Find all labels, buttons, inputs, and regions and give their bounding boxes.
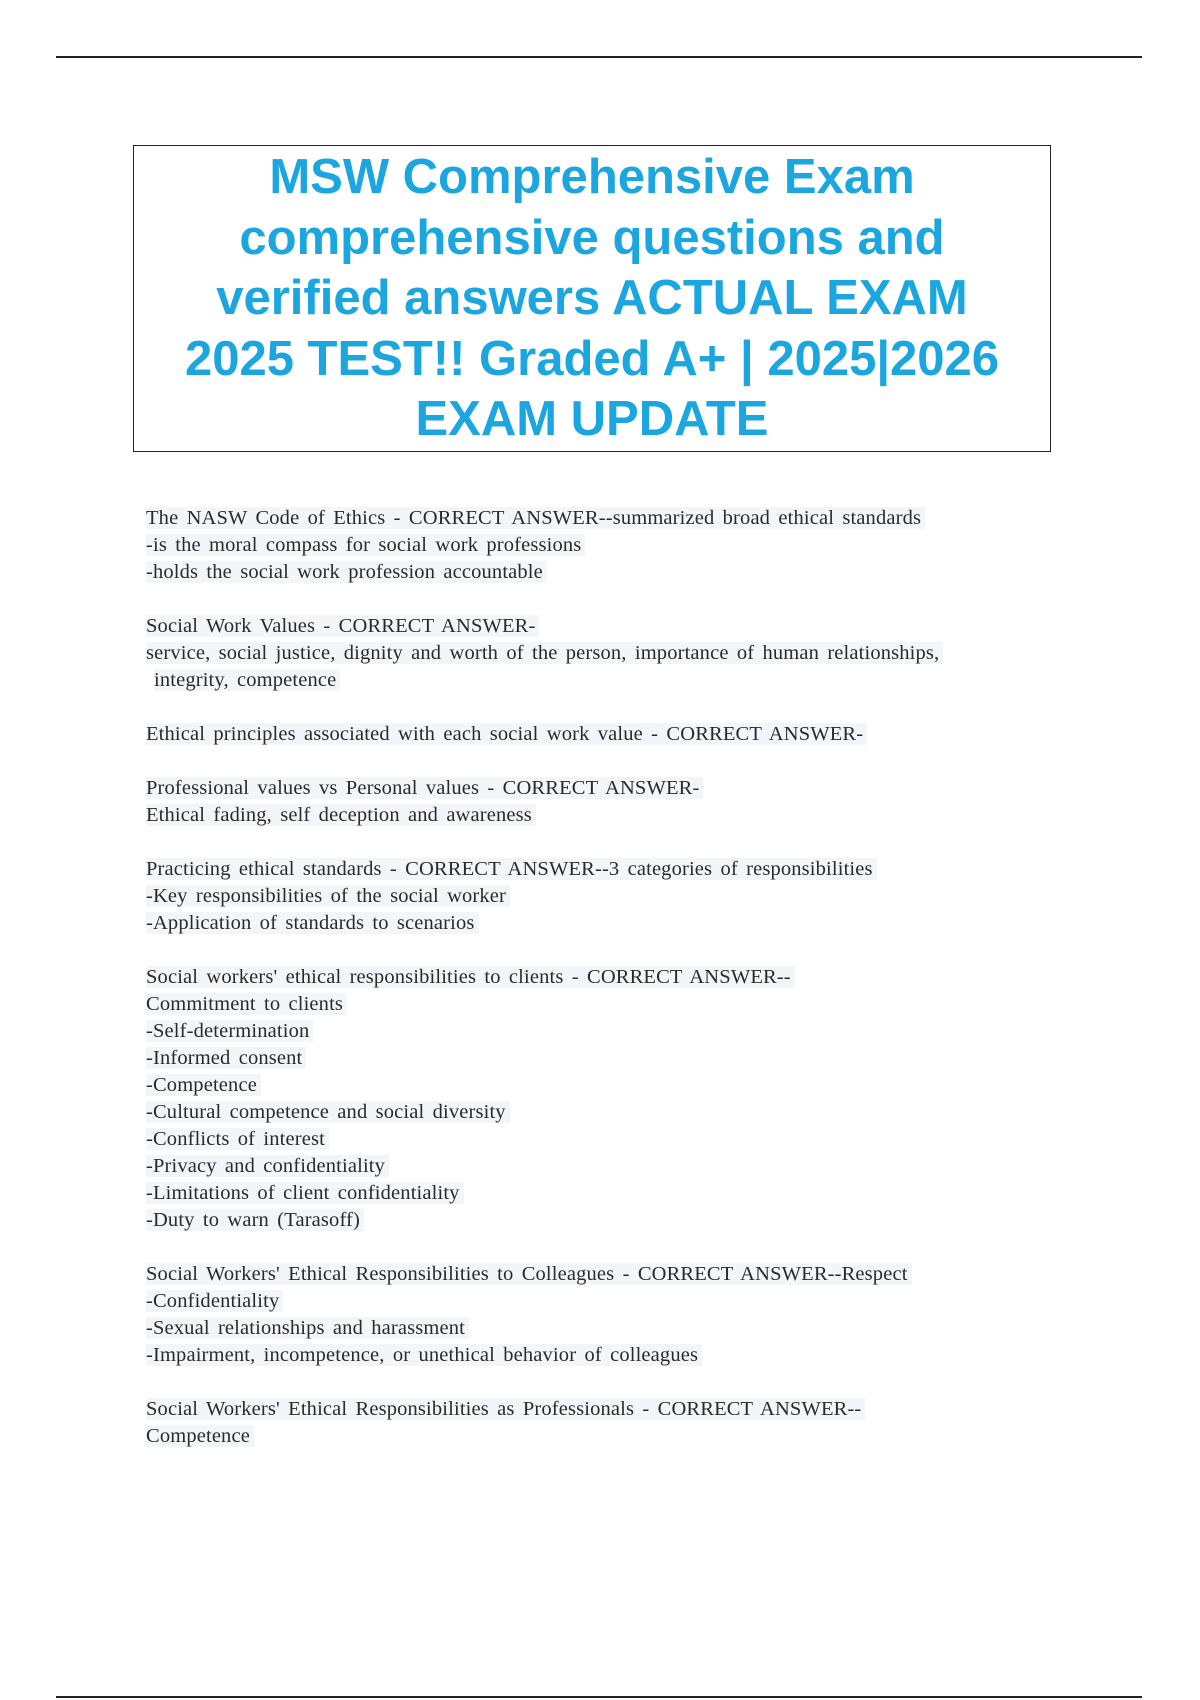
bottom-rule [56, 1696, 1142, 1698]
qa-line: -holds the social work profession accountable [146, 559, 1086, 586]
qa-line: Social Workers' Ethical Responsibilities as Professionals - CORRECT ANSWER-- [146, 1396, 1086, 1423]
title-line: verified answers ACTUAL EXAM [216, 271, 968, 326]
qa-entry-social-work-values [146, 613, 1086, 694]
qa-line: Ethical principles associated with each social work value - CORRECT ANSWER- [146, 721, 1086, 748]
qa-entry-nasw-code [146, 505, 1086, 586]
qa-line: -Confidentiality [146, 1288, 1086, 1315]
qa-line: -Informed consent [146, 1045, 1086, 1072]
qa-entry-responsibilities-as-professionals [146, 1396, 1086, 1450]
qa-line: -Conflicts of interest [146, 1126, 1086, 1153]
title-line: EXAM UPDATE [415, 392, 769, 447]
qa-entry-practicing-standards [146, 856, 1086, 937]
qa-line: integrity, competence [146, 667, 1086, 694]
qa-line: -Self-determination [146, 1018, 1086, 1045]
qa-entry-responsibilities-to-colleagues [146, 1261, 1086, 1369]
qa-line: service, social justice, dignity and worth of the person, importance of human relationships, [146, 640, 1086, 667]
qa-line: -is the moral compass for social work professions [146, 532, 1086, 559]
qa-line: -Sexual relationships and harassment [146, 1315, 1086, 1342]
question-answer-list [146, 505, 1086, 1477]
title-box [133, 145, 1051, 452]
title-line: MSW Comprehensive Exam [269, 150, 915, 205]
qa-line: Professional values vs Personal values - CORRECT ANSWER- [146, 775, 1086, 802]
qa-line: -Privacy and confidentiality [146, 1153, 1086, 1180]
qa-line: -Key responsibilities of the social worker [146, 883, 1086, 910]
qa-line: -Cultural competence and social diversity [146, 1099, 1086, 1126]
qa-line: Commitment to clients [146, 991, 1086, 1018]
qa-line: Competence [146, 1423, 1086, 1450]
qa-line: Social workers' ethical responsibilities to clients - CORRECT ANSWER-- [146, 964, 1086, 991]
qa-entry-professional-vs-personal [146, 775, 1086, 829]
title-line: 2025 TEST!! Graded A+ | 2025|2026 [184, 331, 1000, 386]
qa-line: -Limitations of client confidentiality [146, 1180, 1086, 1207]
qa-entry-responsibilities-to-clients [146, 964, 1086, 1234]
qa-line: Practicing ethical standards - CORRECT ANSWER--3 categories of responsibilities [146, 856, 1086, 883]
qa-entry-ethical-principles [146, 721, 1086, 748]
qa-line: -Competence [146, 1072, 1086, 1099]
qa-line: The NASW Code of Ethics - CORRECT ANSWER--summarized broad ethical standards [146, 505, 1086, 532]
qa-line: -Duty to warn (Tarasoff) [146, 1207, 1086, 1234]
qa-line: -Application of standards to scenarios [146, 910, 1086, 937]
qa-line: -Impairment, incompetence, or unethical behavior of colleagues [146, 1342, 1086, 1369]
qa-line: Social Work Values - CORRECT ANSWER- [146, 613, 1086, 640]
top-rule [56, 56, 1142, 58]
qa-line: Social Workers' Ethical Responsibilities to Colleagues - CORRECT ANSWER--Respect [146, 1261, 1086, 1288]
qa-line: Ethical fading, self deception and awareness [146, 802, 1086, 829]
title-line: comprehensive questions and [239, 210, 945, 265]
